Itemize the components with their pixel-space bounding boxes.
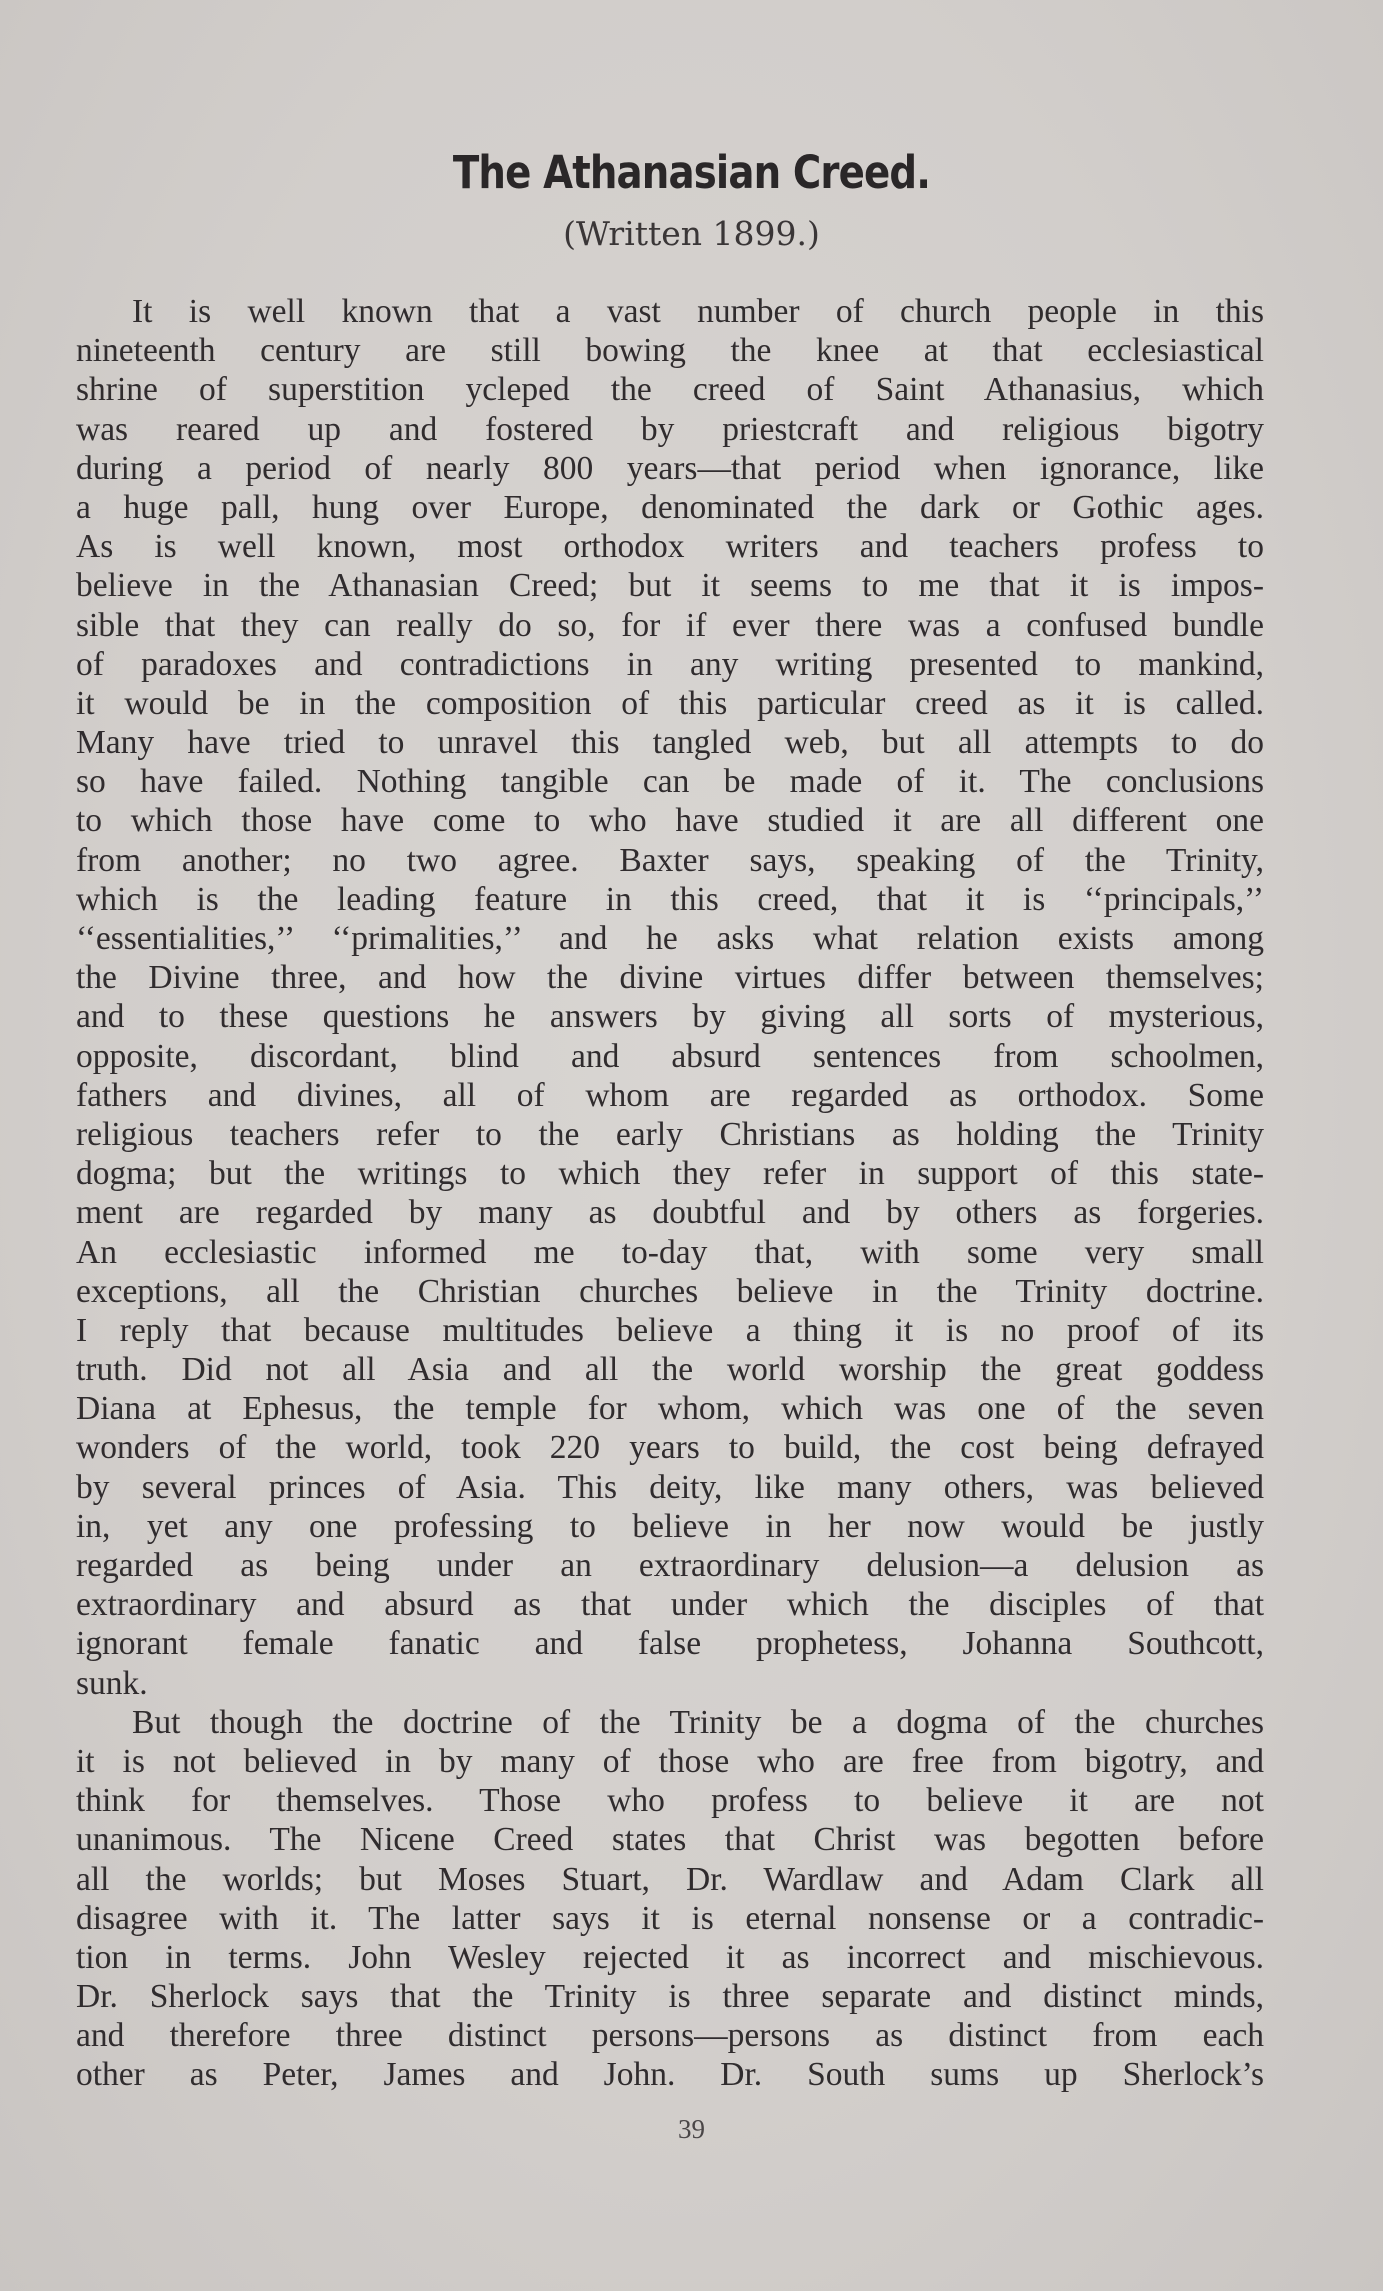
text-line: It is well known that a vast number of church people in this: [132, 293, 1264, 330]
text-line: Dr. Sherlock says that the Trinity is three separate and distinct minds,: [76, 1978, 1264, 2016]
text-line: Many have tried to unravel this tangled web, but all attempts to do: [76, 724, 1264, 762]
text-line: it is not believed in by many of those who are free from bigotry, and: [76, 1742, 1264, 1780]
text-line: in, yet any one professing to believe in her now would be justly: [76, 1507, 1264, 1545]
text-line: ment are regarded by many as doubtful and by others as forgeries.: [76, 1194, 1264, 1232]
text-line: a huge pall, hung over Europe, denominated the dark or Gothic ages.: [76, 488, 1264, 526]
text-line: other as Peter, James and John. Dr. South sums up Sherlock’s: [76, 2056, 1264, 2094]
text-line: ignorant female fanatic and false prophetess, Johanna Southcott,: [76, 1625, 1264, 1663]
text-line: An ecclesiastic informed me to-day that, with some very small: [76, 1233, 1264, 1271]
page-subtitle: (Written 1899.): [563, 214, 820, 253]
text-line: think for themselves. Those who profess to believe it are not: [76, 1782, 1264, 1820]
text-line: extraordinary and absurd as that under which the disciples of that: [76, 1586, 1264, 1624]
text-line: fathers and divines, all of whom are regarded as orthodox. Some: [76, 1076, 1264, 1114]
text-line: from another; no two agree. Baxter says, speaking of the Trinity,: [76, 841, 1264, 879]
text-line: sunk.: [76, 1664, 148, 1702]
page-title: The Athanasian Creed.: [452, 146, 931, 199]
page-number: 39: [678, 2114, 705, 2144]
text-line: nineteenth century are still bowing the knee at that ecclesiastical: [76, 332, 1264, 370]
text-line: it would be in the composition of this particular creed as it is called.: [76, 684, 1264, 722]
text-line: sible that they can really do so, for if ever there was a confused bundle: [76, 606, 1264, 644]
text-line: dogma; but the writings to which they refer in support of this state-: [76, 1155, 1264, 1193]
text-line: religious teachers refer to the early Christians as holding the Trinity: [76, 1115, 1264, 1153]
text-line: truth. Did not all Asia and all the world worship the great goddess: [76, 1351, 1264, 1389]
text-line: I reply that because multitudes believe a thing it is no proof of its: [76, 1311, 1264, 1349]
text-line: of paradoxes and contradictions in any writing presented to mankind,: [76, 645, 1264, 683]
text-line: tion in terms. John Wesley rejected it as incorrect and mischievous.: [76, 1938, 1264, 1976]
body-text: [76, 292, 1264, 2095]
text-line: which is the leading feature in this creed, that it is ‘‘principals,’’: [76, 880, 1264, 918]
text-line: regarded as being under an extraordinary delusion—a delusion as: [76, 1547, 1264, 1584]
text-line: opposite, discordant, blind and absurd sentences from schoolmen,: [76, 1037, 1264, 1075]
text-line: believe in the Athanasian Creed; but it seems to me that it is impos-: [76, 567, 1264, 605]
text-line: the Divine three, and how the divine virtues differ between themselves;: [76, 959, 1264, 997]
text-line: and to these questions he answers by giving all sorts of mysterious,: [76, 998, 1264, 1036]
text-line: so have failed. Nothing tangible can be made of it. The conclusions: [76, 763, 1264, 801]
text-line: ‘‘essentialities,’’ ‘‘primalities,’’ and he asks what relation exists among: [76, 920, 1264, 957]
text-line: As is well known, most orthodox writers and teachers profess to: [76, 528, 1264, 566]
text-line: to which those have come to who have studied it are all different one: [76, 802, 1264, 840]
text-line: was reared up and fostered by priestcraft and religious bigotry: [76, 410, 1264, 448]
text-line: exceptions, all the Christian churches believe in the Trinity doctrine.: [76, 1272, 1264, 1310]
text-line: all the worlds; but Moses Stuart, Dr. Wardlaw and Adam Clark all: [76, 1860, 1264, 1898]
text-line: and therefore three distinct persons—persons as distinct from each: [76, 2017, 1264, 2055]
text-line: disagree with it. The latter says it is eternal nonsense or a contradic-: [76, 1899, 1264, 1937]
text-line: But though the doctrine of the Trinity be a dogma of the churches: [132, 1703, 1264, 1741]
text-line: wonders of the world, took 220 years to build, the cost being defrayed: [76, 1429, 1264, 1467]
text-line: unanimous. The Nicene Creed states that Christ was begotten before: [76, 1821, 1264, 1859]
text-line: during a period of nearly 800 years—that period when ignorance, like: [76, 449, 1264, 487]
text-line: Diana at Ephesus, the temple for whom, which was one of the seven: [76, 1390, 1264, 1428]
text-line: shrine of superstition ycleped the creed of Saint Athanasius, which: [76, 371, 1264, 409]
text-line: by several princes of Asia. This deity, like many others, was believed: [76, 1468, 1264, 1506]
